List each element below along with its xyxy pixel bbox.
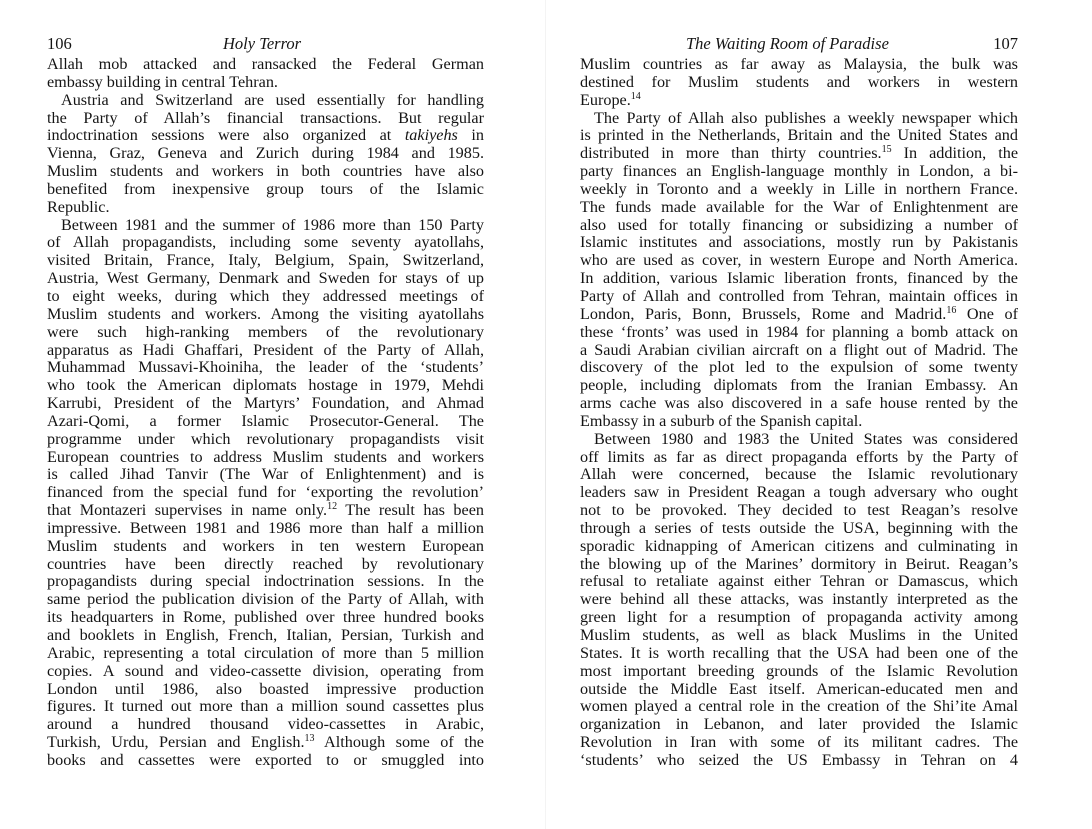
text-line: Party of Allah and controlled from Tehran, maintain offices in: [580, 287, 1018, 305]
text-line: States. It is worth recalling that the USA had been one of the: [580, 644, 1018, 662]
text-line: Allah were concerned, because the Islamic revolutionary: [580, 466, 1018, 484]
text-line: Muslim students and workers in both countries have also: [47, 163, 484, 181]
text-line: In addition, various Islamic liberation fronts, financed by the: [580, 270, 1018, 288]
text-line: London until 1986, also boasted impressive production: [47, 680, 484, 698]
text-line: copies. A sound and video-cassette division, operating from: [47, 662, 484, 680]
footnote-marker[interactable]: 15: [881, 145, 892, 156]
text-line: destined for Muslim students and workers in western: [580, 73, 1018, 91]
page-number: 106: [47, 34, 72, 53]
footnote-marker[interactable]: 12: [327, 502, 338, 513]
page-gutter: [545, 0, 546, 829]
text-line: Karrubi, President of the Martyrs’ Foundation, and Ahmad: [47, 395, 484, 413]
text-line: Between 1980 and 1983 the United States was considered: [594, 430, 1018, 448]
text-line: Muslim students, as well as black Muslims in the United: [580, 627, 1018, 644]
text-line: that Montazeri supervises in name only.$^{12}$ The result has been: [47, 502, 484, 520]
text-line: ‘students’ who seized the US Embassy in Tehran on 4: [580, 751, 1018, 769]
text-line: through a series of tests outside the USA, beginning with the: [580, 519, 1018, 537]
text-line: the blowing up of the Marines’ dormitory in Beirut. Reagan’s: [580, 555, 1018, 573]
text-line: is called Jihad Tanvir (The War of Enlightenment) and is: [47, 466, 484, 484]
text-line: of Allah propagandists, including some seventy ayatollahs,: [47, 234, 484, 252]
text-line: books and cassettes were exported to or smuggled into: [47, 751, 484, 769]
text-line: European countries to address Muslim students and workers: [47, 448, 484, 466]
text-line: is printed in the Netherlands, Britain and the United States and: [580, 127, 1018, 145]
text-line: The funds made available for the War of Enlightenment are: [580, 198, 1018, 216]
text-line: its headquarters in Rome, published over three hundred books: [47, 609, 484, 627]
text-line: Muhammad Mussavi-Khoiniha, the leader of the ‘students’: [47, 359, 484, 377]
text-line: not to be provoked. They decided to test Reagan’s resolve: [580, 502, 1018, 520]
text-line: who took the American diplomats hostage in 1979, Mehdi: [47, 377, 484, 395]
text-line: financed from the special fund for ‘exporting the revolution’: [47, 484, 484, 502]
running-head-title: Holy Terror: [223, 34, 302, 53]
text-line: Embassy in a suburb of the Spanish capital.: [580, 412, 863, 430]
text-line: the Party of Allah’s financial transactions. But regular: [47, 109, 484, 127]
text-line: and booklets in English, French, Italian, Persian, Turkish and: [47, 627, 484, 644]
text-line: Vienna, Graz, Geneva and Zurich during 1984 and 1985.: [47, 145, 484, 163]
text-line: outside the Middle East itself. American-educated men and: [580, 680, 1018, 698]
text-line: were behind all these attacks, was instantly interpreted as the: [580, 591, 1018, 609]
text-line: leaders saw in President Reagan a tough adversary who ought: [580, 484, 1018, 502]
text-line: a Saudi Arabian civilian aircraft on a flight out of Madrid. The: [580, 341, 1018, 359]
text-line: figures. It turned out more than a million sound cassettes plus: [47, 698, 484, 716]
text-line: were such high-ranking members of the revolutionary: [47, 323, 484, 341]
page-number: 107: [993, 34, 1018, 53]
text-line: around a hundred thousand video-cassettes in Arabic,: [47, 716, 484, 734]
text-line: same period the publication division of the Party of Allah, with: [47, 591, 484, 609]
text-line: programme under which revolutionary propagandists visit: [47, 430, 484, 448]
text-line: embassy building in central Tehran.: [47, 73, 278, 91]
text-line: Islamic institutes and associations, mostly run by Pakistanis: [580, 234, 1018, 252]
text-line: women played a central role in the creation of the Shi’ite Amal: [580, 698, 1018, 716]
text-line: apparatus as Hadi Ghaffari, President of the Party of Allah,: [47, 341, 484, 359]
text-line: Allah mob attacked and ransacked the Federal German: [47, 56, 484, 73]
text-line: distributed in more than thirty countries.$^{15}$ In addition, the: [580, 145, 1018, 163]
running-head: [580, 33, 1018, 55]
footnote-marker[interactable]: 14: [630, 91, 641, 102]
running-head-title: The Waiting Room of Paradise: [686, 34, 889, 53]
text-line: visited Britain, France, Italy, Belgium, Spain, Switzerland,: [47, 252, 484, 270]
text-line: sporadic kidnapping of American citizens and culminating in: [580, 537, 1018, 555]
text-line: propagandists during special indoctrination sessions. In the: [47, 573, 484, 591]
text-line: these ‘fronts’ was used in 1984 for planning a bomb attack on: [580, 323, 1018, 341]
text-line: to eight weeks, during which they addressed meetings of: [47, 287, 484, 305]
text-line: most important breeding grounds of the Islamic Revolution: [580, 662, 1018, 680]
left-page: [47, 33, 484, 770]
text-line: impressive. Between 1981 and 1986 more than half a million: [47, 519, 484, 537]
text-line: Austria, West Germany, Denmark and Sweden for stays of up: [47, 270, 484, 288]
text-line: who are used as cover, in western Europe and North America.: [580, 252, 1018, 270]
text-line: refusal to retaliate against either Tehran or Damascus, which: [580, 573, 1018, 591]
text-line: countries have been directly reached by revolutionary: [47, 555, 484, 573]
text-line: Azari-Qomi, a former Islamic Prosecutor-General. The: [47, 412, 484, 430]
text-line: party finances an English-language monthly in London, a bi-: [580, 163, 1018, 181]
text-line: Republic.: [47, 198, 110, 216]
text-line: off limits as far as direct propaganda efforts by the Party of: [580, 448, 1018, 466]
text-line: Arabic, representing a total circulation of more than 5 million: [47, 644, 484, 662]
text-line: benefited from inexpensive group tours of the Islamic: [47, 180, 484, 198]
text-line: Turkish, Urdu, Persian and English.$^{13}$ Although some of the: [47, 734, 484, 752]
text-line: London, Paris, Bonn, Brussels, Rome and Madrid.$^{16}$ One of: [580, 305, 1018, 323]
body-text: [580, 56, 1018, 770]
text-line: also used for totally financing or subsidizing a number of: [580, 216, 1018, 234]
text-line: The Party of Allah also publishes a weekly newspaper which: [594, 109, 1018, 127]
text-line: people, including diplomats from the Iranian Embassy. An: [580, 377, 1018, 395]
body-text: [47, 56, 484, 770]
text-line: arms cache was also discovered in a safe house rented by the: [580, 395, 1018, 413]
text-line: Muslim students and workers in ten western European: [47, 537, 484, 555]
text-line: Revolution in Iran with some of its militant cadres. The: [580, 734, 1018, 752]
footnote-marker[interactable]: 13: [304, 734, 315, 745]
text-line: Europe.$^{14}$: [580, 91, 641, 109]
text-line: Muslim students and workers. Among the visiting ayatollahs: [47, 305, 484, 323]
text-line: Austria and Switzerland are used essentially for handling: [61, 91, 484, 109]
text-line: indoctrination sessions were also organized at takiyehs in: [47, 127, 484, 145]
text-line: weekly in Toronto and a weekly in Lille in northern France.: [580, 180, 1018, 198]
text-line: Between 1981 and the summer of 1986 more than 150 Party: [61, 216, 484, 234]
right-page: [580, 33, 1018, 770]
text-line: Muslim countries as far away as Malaysia, the bulk was: [580, 56, 1018, 73]
footnote-marker[interactable]: 16: [946, 305, 957, 316]
text-line: discovery of the plot led to the expulsion of some twenty: [580, 359, 1018, 377]
text-line: organization in Lebanon, and later provided the Islamic: [580, 716, 1018, 734]
running-head: [47, 33, 484, 55]
text-line: green light for a resumption of propaganda activity among: [580, 609, 1018, 627]
